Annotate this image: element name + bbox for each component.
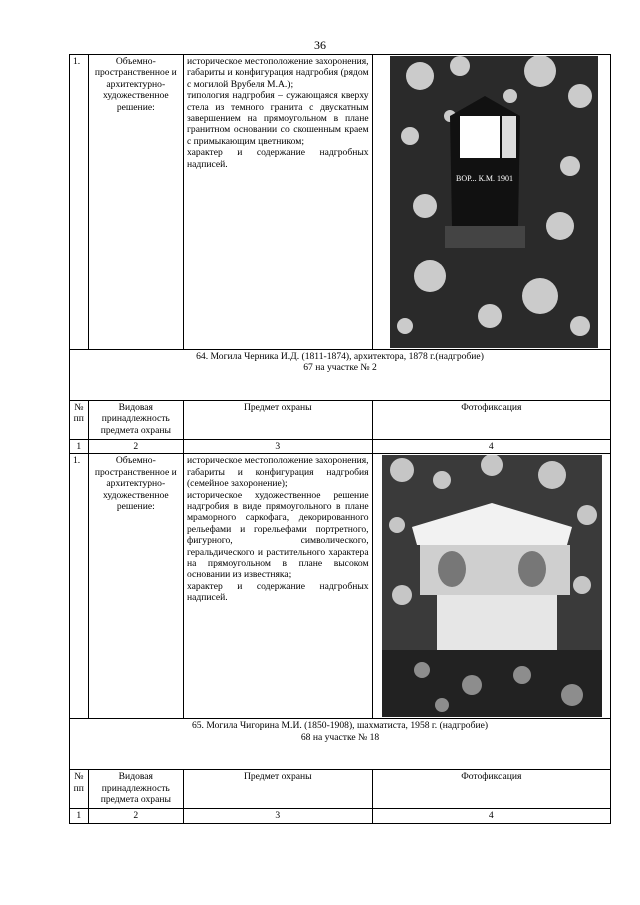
stele-inscription: ВОР... К.М. 1901 xyxy=(455,174,513,183)
table-row xyxy=(70,55,611,350)
section-title-64 xyxy=(70,350,611,401)
table-header-row xyxy=(70,770,611,809)
table-header-row xyxy=(70,401,611,440)
sarcophagus-photo-image xyxy=(382,455,602,717)
subject-line: характер и содержание надгробных надписей. xyxy=(186,580,369,604)
column-index-row xyxy=(70,809,611,823)
header-photo: Фотофиксация xyxy=(372,401,610,440)
subject-line: характер и содержание надгробных надписей. xyxy=(186,147,369,170)
section-title-line: 67 на участке № 2 xyxy=(303,362,377,374)
header-subject: Предмет охраны xyxy=(183,770,372,809)
column-index-row xyxy=(70,440,611,454)
subject-line: историческое местоположение захоронения, габариты и конфигурация надгробия (семейное захоронение); xyxy=(186,455,369,490)
photo-cell xyxy=(372,454,610,719)
header-photo: Фотофиксация xyxy=(372,770,610,809)
header-num: № пп xyxy=(70,401,89,440)
column-index: 3 xyxy=(183,440,372,454)
protection-kind: Объемно-пространственное и архитектурно-художественное решение: xyxy=(88,55,183,350)
header-num: № пп xyxy=(70,770,89,809)
page-number: 36 xyxy=(314,38,326,52)
section-title-line: 68 на участке № 18 xyxy=(300,731,380,743)
protection-subject xyxy=(183,55,372,350)
subject-line: историческое художественное решение надгробия в виде прямоугольного в плане мраморного саркофага, декорированного рельефами и горельефами портретного, фигурного, символического, геральдического и растительного характера на прямоугольном в плане высоком основании из известняка; xyxy=(186,489,369,581)
protection-subject xyxy=(183,454,372,719)
column-index: 4 xyxy=(372,440,610,454)
subject-line: историческое местоположение захоронения, габариты и конфигурация надгробия (рядом с могилой Врубеля М.А.); xyxy=(186,56,369,90)
section-title-65 xyxy=(70,719,611,770)
row-number: 1. xyxy=(70,55,89,350)
column-index: 3 xyxy=(183,809,372,823)
header-subject: Предмет охраны xyxy=(183,401,372,440)
section-title-line: 65. Могила Чигорина М.И. (1850-1908), шахматиста, 1958 г. (надгробие) xyxy=(191,720,489,732)
protection-table xyxy=(69,54,611,824)
column-index: 2 xyxy=(88,809,183,823)
column-index: 1 xyxy=(70,440,89,454)
stele-photo-image xyxy=(390,56,598,348)
column-index: 4 xyxy=(372,809,610,823)
table-row xyxy=(70,454,611,719)
column-index: 2 xyxy=(88,440,183,454)
row-number: 1. xyxy=(70,454,89,719)
column-index: 1 xyxy=(70,809,89,823)
protection-kind: Объемно-пространственное и архитектурно-художественное решение: xyxy=(88,454,183,719)
table-row xyxy=(70,350,611,401)
header-kind: Видовая принадлежность предмета охраны xyxy=(88,401,183,440)
grave-photo xyxy=(382,455,602,717)
table-row xyxy=(70,719,611,770)
photo-cell xyxy=(372,55,610,350)
header-kind: Видовая принадлежность предмета охраны xyxy=(88,770,183,809)
section-title-line: 64. Могила Черника И.Д. (1811-1874), архитектора, 1878 г.(надгробие) xyxy=(196,351,484,362)
subject-line: типология надгробия – сужающаяся кверху стела из темного гранита с двускатным завершением на прямоугольном в плане гранитном основании со скошенным краем с примыкающим цветником; xyxy=(186,90,369,147)
grave-photo xyxy=(390,56,598,348)
